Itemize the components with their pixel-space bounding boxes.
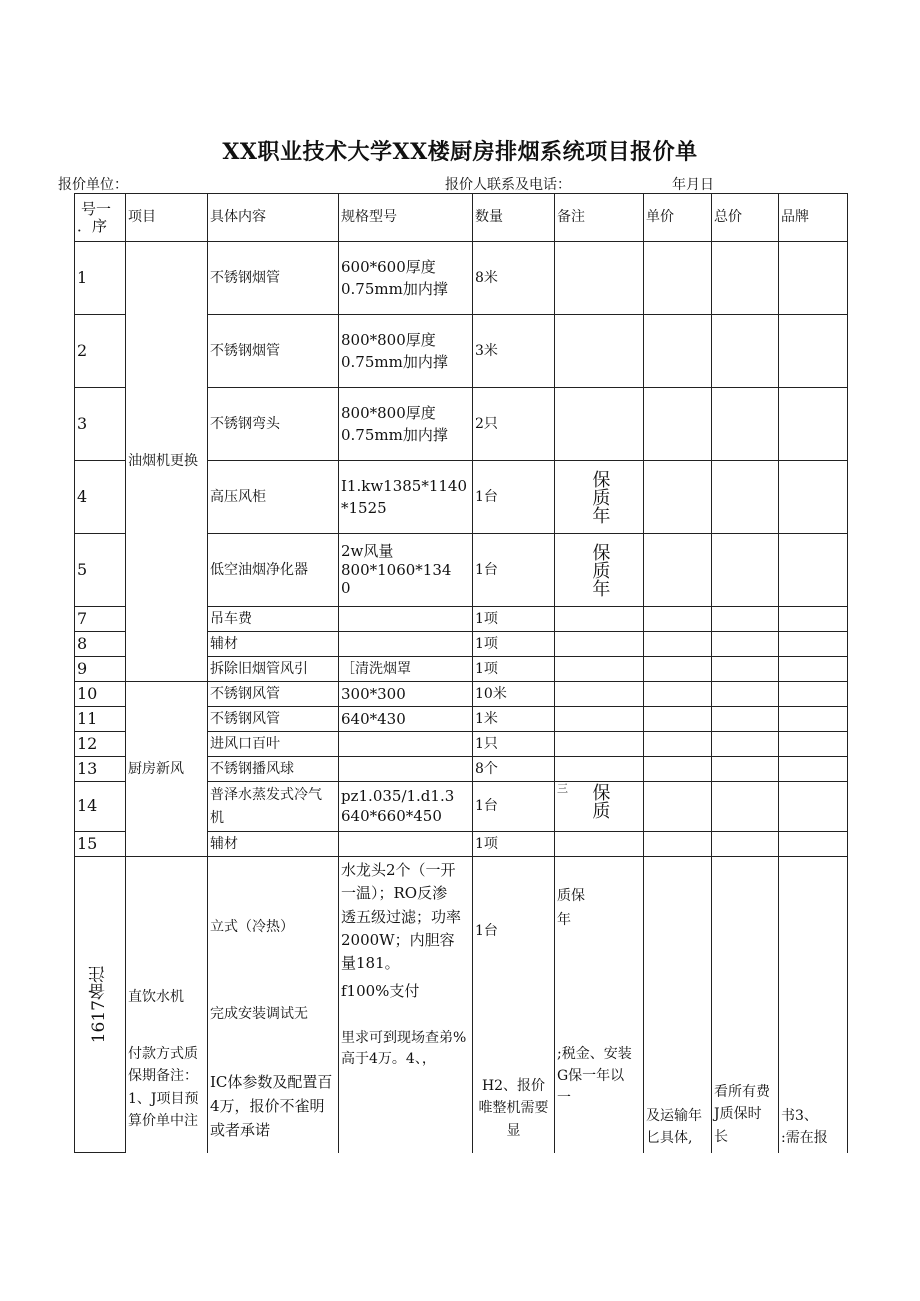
notes-item-line: 1、J项目预 (128, 1090, 199, 1107)
header-qty: 数量 (473, 194, 555, 242)
row-brand (779, 657, 848, 682)
header-item: 项目 (126, 194, 208, 242)
content-line: 机 (210, 809, 224, 826)
row-unit-price (644, 832, 712, 857)
remark-warranty: 保质年 (589, 470, 611, 524)
notes-side-text: 1617备注 (89, 965, 110, 1044)
row-remark (555, 657, 644, 682)
spec-line: 640*660*450 (341, 806, 442, 825)
row-no: 9 (75, 657, 126, 682)
row-unit-price (644, 388, 712, 461)
spec-line: *1525 (341, 499, 387, 517)
row-unit-price (644, 461, 712, 534)
price-line: 及运输年 (646, 1108, 702, 1124)
header-seq (75, 194, 126, 242)
row-qty: 3米 (473, 315, 555, 388)
total-line: 长 (714, 1128, 728, 1145)
row-brand (779, 682, 848, 707)
row-spec: 300*300 (339, 682, 473, 707)
spec-line: 一温）；RO反渗 (341, 884, 448, 903)
spec-line: 2000W；内胆容 (341, 930, 455, 949)
row-unit-price (644, 632, 712, 657)
qty-line: 显 (506, 1122, 521, 1139)
row-spec (339, 315, 473, 388)
row-unit-price (644, 657, 712, 682)
row-content: 不锈钢风管 (208, 682, 339, 707)
row-remark (555, 757, 644, 782)
row-unit-price (644, 682, 712, 707)
row-no: 11 (75, 707, 126, 732)
row-qty: 1项 (473, 632, 555, 657)
group-label-range-hood: 油烟机更换 (126, 242, 208, 682)
row-content: 不锈钢烟管 (208, 242, 339, 315)
row-spec (339, 732, 473, 757)
price-line: 匕具体, (646, 1130, 693, 1147)
header-total: 总价 (712, 194, 779, 242)
notes-item-line: 付款方式质 (128, 1046, 198, 1063)
row-remark (555, 461, 644, 534)
notes-content (208, 857, 339, 1153)
row-qty: 1项 (473, 832, 555, 857)
notes-brand-lines (781, 1105, 845, 1150)
row-content: 不锈钢播风球 (208, 757, 339, 782)
row-total (712, 632, 779, 657)
notes-spec (339, 857, 473, 1153)
spec-line: 0.75mm加内撑 (341, 280, 448, 298)
header-seq-bottom: ．序 (77, 216, 108, 235)
row-unit-price (644, 732, 712, 757)
notes-item-line: 算价单中注 (128, 1113, 198, 1130)
row-spec (339, 607, 473, 632)
spec-line: 800*800厚度 (341, 330, 436, 349)
row-remark (555, 632, 644, 657)
row-content: 不锈钢烟管 (208, 315, 339, 388)
row-spec (339, 782, 473, 832)
row-brand (779, 315, 848, 388)
row-remark (555, 707, 644, 732)
spec-line: I1.kw1385*1140 (341, 476, 468, 495)
row-qty: 1台 (473, 534, 555, 607)
spec-line: 2w风量 (341, 541, 394, 560)
remark-line: G保一年以 (557, 1067, 625, 1084)
spec-line: 量181。 (341, 954, 400, 972)
row-no: 4 (75, 461, 126, 534)
row-no: 2 (75, 315, 126, 388)
row-spec (339, 757, 473, 782)
remark-line: 质保 (557, 888, 585, 904)
header-unit-price: 单价 (644, 194, 712, 242)
row-brand (779, 707, 848, 732)
row-content (208, 782, 339, 832)
spec-line: 水龙头2个（一开 (341, 861, 456, 879)
row-remark (555, 832, 644, 857)
row-total (712, 242, 779, 315)
spec-line: 600*600厚度 (341, 257, 436, 276)
row-total (712, 461, 779, 534)
row-content: 辅材 (208, 832, 339, 857)
row-brand (779, 607, 848, 632)
row-spec (339, 388, 473, 461)
spec-line: 高于4万。4、， (341, 1051, 436, 1068)
spec-line: pz1.035∕1.d1.3 (341, 787, 455, 805)
row-qty: 1台 (473, 461, 555, 534)
row-qty: 1项 (473, 657, 555, 682)
content-line: IC体参数及配置百 (210, 1073, 333, 1092)
contact-label: 报价人联系及电话： (445, 177, 571, 193)
notes-qty (473, 857, 555, 1153)
content-line: 4万，报价不雀明 (210, 1097, 325, 1116)
row-content: 辅材 (208, 632, 339, 657)
content-line: 完成安装调试无 (210, 1006, 308, 1023)
row-content: 低空油烟净化器 (208, 534, 339, 607)
group-label-kitchen-fresh-air: 厨房新风 (126, 682, 208, 857)
row-brand (779, 732, 848, 757)
spec-line: 里求可到现场查弟% (341, 1029, 467, 1046)
spec-line: 0 (341, 579, 351, 598)
total-line: 看所有费 (714, 1084, 770, 1100)
row-unit-price (644, 757, 712, 782)
brand-line: :需在报 (781, 1130, 828, 1147)
qty-line: 唯整机需要 (478, 1100, 549, 1117)
row-spec: 640*430 (339, 707, 473, 732)
content-line: 或者承诺 (210, 1121, 271, 1140)
remark-line: 年 (557, 911, 571, 928)
row-no: 8 (75, 632, 126, 657)
row-total (712, 682, 779, 707)
notes-side-label (75, 857, 126, 1153)
row-no: 15 (75, 832, 126, 857)
row-no: 1 (75, 242, 126, 315)
row-remark (555, 388, 644, 461)
row-spec: ［清洗烟罩 (339, 657, 473, 682)
row-remark (555, 242, 644, 315)
row-content: 拆除旧烟管风引 (208, 657, 339, 682)
row-spec (339, 242, 473, 315)
spec-line: f100%支付 (341, 982, 420, 1001)
header-content: 具体内容 (208, 194, 339, 242)
total-line: J质保时 (714, 1106, 762, 1123)
remark-warranty: 保质年 (589, 543, 611, 597)
row-brand (779, 632, 848, 657)
row-content: 进风口百叶 (208, 732, 339, 757)
row-total (712, 782, 779, 832)
quote-table (74, 193, 848, 1153)
remark-mark: 三 (557, 782, 568, 795)
row-brand (779, 534, 848, 607)
row-remark (555, 732, 644, 757)
row-spec (339, 534, 473, 607)
spec-line: 800*800厚度 (341, 403, 436, 422)
row-brand (779, 242, 848, 315)
table-row-notes (75, 857, 848, 1153)
row-no: 5 (75, 534, 126, 607)
spec-line: 0.75mm加内撑 (341, 353, 448, 371)
row-qty: 1台 (473, 782, 555, 832)
notes-item-line: 保期备注： (128, 1068, 198, 1085)
document-title: XX职业技术大学XX楼厨房排烟系统项目报价单 (222, 139, 698, 165)
row-total (712, 534, 779, 607)
notes-price-lines (646, 1105, 709, 1150)
row-unit-price (644, 534, 712, 607)
group-label-drinking-water: 直饮水机 (128, 989, 184, 1005)
notes-brand (779, 857, 848, 1153)
row-qty: 1项 (473, 607, 555, 632)
row-spec (339, 461, 473, 534)
row-unit-price (644, 607, 712, 632)
qty-line: H2、报价 (481, 1078, 546, 1095)
row-qty: 2只 (473, 388, 555, 461)
row-total (712, 832, 779, 857)
spec-line: 0.75mm加内撑 (341, 426, 448, 444)
content-line: 立式（冷热） (210, 919, 294, 935)
row-spec (339, 832, 473, 857)
qty-value: 1台 (475, 923, 498, 939)
row-total (712, 315, 779, 388)
table-header-row (75, 194, 848, 242)
row-total (712, 657, 779, 682)
row-no: 14 (75, 782, 126, 832)
content-line: 普泽水蒸发式冷气 (210, 787, 322, 804)
notes-qty-lines (475, 1075, 552, 1142)
row-brand (779, 832, 848, 857)
notes-unit-price (644, 857, 712, 1153)
row-brand (779, 461, 848, 534)
remark-line: 一 (557, 1090, 571, 1107)
header-seq-top: 号一 (81, 200, 112, 218)
notes-item-lines (128, 1043, 205, 1133)
header-brand: 品牌 (779, 194, 848, 242)
row-unit-price (644, 707, 712, 732)
remark-line: ;税金、安装 (557, 1045, 632, 1062)
row-unit-price (644, 242, 712, 315)
row-total (712, 388, 779, 461)
row-total (712, 607, 779, 632)
notes-remark (555, 857, 644, 1153)
row-no: 12 (75, 732, 126, 757)
row-unit-price (644, 315, 712, 388)
notes-total-lines (714, 1081, 776, 1148)
notes-content-lines (210, 1070, 336, 1142)
row-remark (555, 682, 644, 707)
row-content: 吊车费 (208, 607, 339, 632)
table-row (75, 682, 848, 707)
remark-warranty: 保质 (589, 783, 611, 819)
row-no: 10 (75, 682, 126, 707)
row-brand (779, 388, 848, 461)
notes-item (126, 857, 208, 1153)
spec-line: 透五级过滤；功率 (341, 907, 462, 926)
row-content: 不锈钢弯头 (208, 388, 339, 461)
row-total (712, 732, 779, 757)
brand-line: 书3、 (781, 1108, 818, 1124)
row-no: 7 (75, 607, 126, 632)
row-qty: 8米 (473, 242, 555, 315)
row-brand (779, 782, 848, 832)
row-spec (339, 632, 473, 657)
row-qty: 1只 (473, 732, 555, 757)
header-spec: 规格型号 (339, 194, 473, 242)
row-total (712, 757, 779, 782)
row-qty: 1米 (473, 707, 555, 732)
header-remark: 备注 (555, 194, 644, 242)
row-qty: 8个 (473, 757, 555, 782)
row-content: 高压风柜 (208, 461, 339, 534)
row-brand (779, 757, 848, 782)
row-no: 13 (75, 757, 126, 782)
row-qty: 10米 (473, 682, 555, 707)
row-remark (555, 534, 644, 607)
notes-total (712, 857, 779, 1153)
row-total (712, 707, 779, 732)
row-unit-price (644, 782, 712, 832)
row-remark (555, 315, 644, 388)
table-row (75, 242, 848, 315)
row-remark (555, 782, 644, 832)
remark-warranty (557, 885, 641, 933)
row-no: 3 (75, 388, 126, 461)
row-remark (555, 607, 644, 632)
row-content: 不锈钢风管 (208, 707, 339, 732)
date-label: 年月日 (672, 177, 714, 193)
spec-line: 800*1060*134 (341, 560, 452, 579)
quote-unit-label: 报价单位： (58, 177, 128, 193)
notes-remark-lines (557, 1043, 641, 1110)
